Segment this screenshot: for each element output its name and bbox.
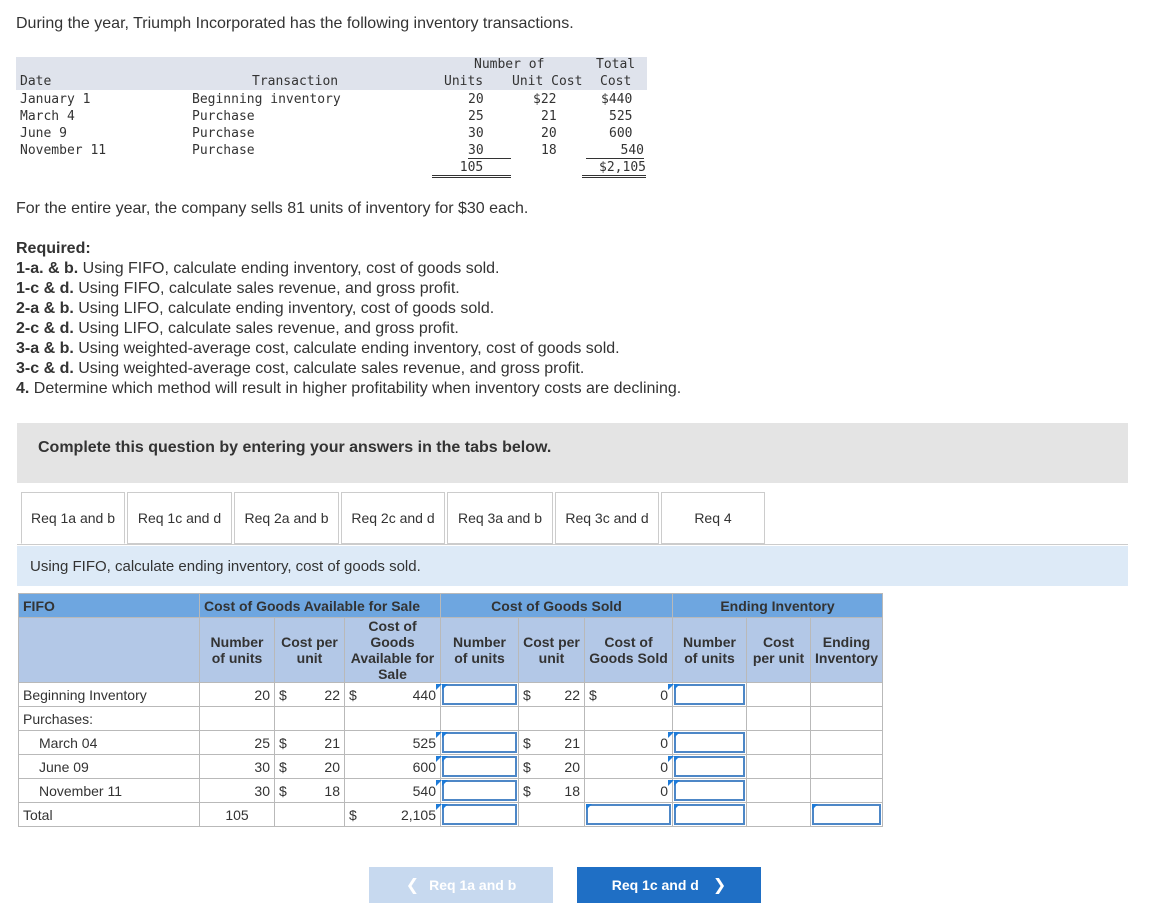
total-ei-input[interactable]: [811, 803, 883, 827]
empty-cell: [200, 707, 275, 731]
cogs-units-input[interactable]: [441, 779, 519, 803]
tab-req-2c-d[interactable]: Req 2c and d: [341, 492, 445, 544]
cogas-value: [367, 731, 441, 755]
tx-total-units-value: 105: [432, 160, 511, 178]
subheader-cogs-cost: Cost per unit: [519, 618, 585, 683]
units: 20: [200, 683, 275, 707]
empty-cell: [441, 707, 519, 731]
row-label: Purchases:: [19, 707, 200, 731]
banner-text: Complete this question by entering your answers in the tabs below.: [38, 439, 552, 456]
required-label: 3-c & d.: [16, 360, 74, 377]
next-button[interactable]: [577, 867, 761, 903]
required-text: Using FIFO, calculate sales revenue, and gross profit.: [73, 280, 460, 297]
currency: $: [275, 683, 293, 707]
units: 30: [200, 779, 275, 803]
empty-cell: [293, 803, 345, 827]
tx-type: Beginning inventory: [192, 92, 341, 107]
row-label: November 11: [19, 779, 200, 803]
cogas-value: [367, 683, 441, 707]
cogs-units-field[interactable]: [442, 732, 517, 753]
total-header-bottom: Cost: [600, 74, 632, 89]
chevron-left-icon: ❮: [405, 877, 420, 894]
empty-cell: [747, 707, 811, 731]
currency: $: [275, 779, 293, 803]
total-ei-field[interactable]: [812, 804, 881, 825]
cogas-value-text: 525: [412, 734, 436, 751]
cost-per-unit: 21: [293, 731, 345, 755]
units: 25: [200, 731, 275, 755]
unit-cost-header: Unit Cost: [512, 74, 583, 89]
tx-units: 30: [468, 143, 511, 159]
ei-units-field[interactable]: [674, 756, 745, 777]
header-cogas: Cost of Goods Available for Sale: [200, 594, 441, 618]
required-text: Using weighted-average cost, calculate sales revenue, and gross profit.: [73, 360, 585, 377]
ei-units-input[interactable]: [673, 731, 747, 755]
empty-cell: [345, 779, 367, 803]
cogas-value-text: 440: [412, 686, 436, 703]
empty-cell: [537, 803, 585, 827]
tab-instruction: [17, 546, 1128, 586]
required-item: [16, 380, 681, 398]
ei-total: [811, 755, 883, 779]
ei-units-input[interactable]: [673, 779, 747, 803]
currency: $: [275, 731, 293, 755]
transactions-table: [16, 57, 647, 182]
cogs-value: [607, 755, 673, 779]
cogas-value-text: 540: [412, 782, 436, 799]
tx-date: June 9: [20, 126, 67, 141]
empty-cell: [585, 779, 607, 803]
required-label: 1-a. & b.: [16, 260, 79, 277]
cogs-units-input[interactable]: [441, 755, 519, 779]
cogas-value: [367, 779, 441, 803]
cogs-units-field[interactable]: [442, 684, 517, 705]
empty-cell: [519, 803, 537, 827]
total-ei-units-field[interactable]: [674, 804, 745, 825]
header-cogs: Cost of Goods Sold: [441, 594, 673, 618]
total-units: 105: [200, 803, 275, 827]
tx-unit-cost: $22: [533, 92, 557, 107]
row-label: March 04: [19, 731, 200, 755]
required-text: Determine which method will result in higher profitability when inventory costs are declining.: [29, 380, 682, 397]
required-text: Using weighted-average cost, calculate ending inventory, cost of goods sold.: [73, 340, 620, 357]
subheader-ei-total: Ending Inventory: [811, 618, 883, 683]
total-cogs-input[interactable]: [585, 803, 673, 827]
empty-cell: [275, 707, 293, 731]
sales-statement: For the entire year, the company sells 81 units of inventory for $30 each.: [16, 200, 529, 217]
required-item: [16, 360, 584, 378]
tx-date: November 11: [20, 143, 107, 158]
required-item: [16, 300, 494, 318]
cogs-value: [607, 779, 673, 803]
units-header-bottom: Units: [444, 74, 484, 89]
ei-cost: [747, 779, 811, 803]
tx-date: January 1: [20, 92, 91, 107]
ei-cost: [747, 683, 811, 707]
cogs-cost-per-unit: 21: [537, 731, 585, 755]
currency: $: [519, 683, 537, 707]
tx-unit-cost: 18: [541, 143, 557, 158]
empty-cell: [345, 755, 367, 779]
ei-cost: [747, 755, 811, 779]
total-cogas: [367, 803, 441, 827]
row-label: June 09: [19, 755, 200, 779]
currency: $: [519, 779, 537, 803]
cogs-value: [607, 731, 673, 755]
tx-total-cost-value: $2,105: [582, 160, 646, 178]
table-row: [19, 731, 883, 755]
tab-req-3a-b[interactable]: Req 3a and b: [447, 492, 553, 544]
total-cogs-field[interactable]: [586, 804, 671, 825]
cogs-value-text: 0: [660, 686, 668, 703]
intro-text: During the year, Triumph Incorporated has the following inventory transactions.: [16, 15, 574, 32]
total-cogs-units-field[interactable]: [442, 804, 517, 825]
total-cogs-units-input[interactable]: [441, 803, 519, 827]
required-item: [16, 340, 620, 358]
required-item: [16, 320, 459, 338]
required-text: Using LIFO, calculate sales revenue, and gross profit.: [73, 320, 459, 337]
required-label: 1-c & d.: [16, 280, 74, 297]
tx-total-cost: [582, 160, 646, 178]
required-text: Using LIFO, calculate ending inventory, cost of goods sold.: [73, 300, 495, 317]
date-header: Date: [20, 74, 52, 89]
cogs-cost-per-unit: 20: [537, 755, 585, 779]
cogs-cost-per-unit: 22: [537, 683, 585, 707]
currency: $: [519, 755, 537, 779]
ei-units-field[interactable]: [674, 732, 745, 753]
ei-total: [811, 731, 883, 755]
table-row: [19, 707, 883, 731]
table-row-total: [19, 803, 883, 827]
subheader-blank: [19, 618, 200, 683]
cogs-units-field[interactable]: [442, 756, 517, 777]
tx-total: 540: [586, 143, 644, 159]
required-title: Required:: [16, 240, 91, 257]
tx-total: $440: [601, 92, 633, 107]
ei-units-input[interactable]: [673, 683, 747, 707]
chevron-right-icon: ❯: [712, 877, 727, 894]
units: 30: [200, 755, 275, 779]
units-header-top: Number of: [474, 57, 545, 72]
cogs-cost-per-unit: 18: [537, 779, 585, 803]
currency: $: [585, 683, 607, 707]
instruction-banner: [17, 423, 1128, 483]
ei-cost: [747, 731, 811, 755]
tab-req-4[interactable]: Req 4: [661, 492, 765, 544]
tx-unit-cost: 20: [541, 126, 557, 141]
cogs-value-text: 0: [660, 758, 668, 775]
ei-units-field[interactable]: [674, 780, 745, 801]
tab-instruction-text: Using FIFO, calculate ending inventory, cost of goods sold.: [30, 558, 421, 575]
tab-req-2a-b[interactable]: Req 2a and b: [234, 492, 339, 544]
tx-units: 30: [468, 126, 484, 141]
currency: $: [345, 803, 367, 827]
cogs-value: [607, 683, 673, 707]
row-label: Beginning Inventory: [19, 683, 200, 707]
empty-cell: [585, 731, 607, 755]
required-item: [16, 280, 460, 298]
cogas-value: [367, 755, 441, 779]
required-item: [16, 260, 499, 278]
tx-type: Purchase: [192, 109, 255, 124]
tx-date: March 4: [20, 109, 75, 124]
tx-units: 25: [468, 109, 484, 124]
cogs-units-input[interactable]: [441, 731, 519, 755]
subheader-num-units: Number of units: [200, 618, 275, 683]
fifo-table: [18, 593, 883, 827]
tab-req-1a-b[interactable]: Req 1a and b: [21, 492, 125, 544]
ei-total: [811, 779, 883, 803]
required-label: 2-c & d.: [16, 320, 74, 337]
subheader-ei-cost: Cost per unit: [747, 618, 811, 683]
empty-cell: [585, 707, 607, 731]
required-label: 2-a & b.: [16, 300, 74, 317]
cogas-value-text: 600: [412, 758, 436, 775]
tx-total: 600: [609, 126, 633, 141]
empty-cell: [275, 803, 293, 827]
ei-total: [811, 683, 883, 707]
total-cogas-text: 2,105: [400, 806, 436, 823]
required-text: Using FIFO, calculate ending inventory, cost of goods sold.: [78, 260, 500, 277]
next-button-label: Req 1c and d: [611, 877, 699, 893]
prev-button-label: Req 1a and b: [429, 877, 517, 893]
cost-per-unit: 22: [293, 683, 345, 707]
cost-per-unit: 20: [293, 755, 345, 779]
fifo-corner: FIFO: [19, 594, 200, 618]
empty-cell: [293, 707, 345, 731]
total-ei-units-input[interactable]: [673, 803, 747, 827]
empty-cell: [519, 707, 537, 731]
empty-cell: [673, 707, 747, 731]
empty-cell: [607, 707, 673, 731]
cogs-units-input[interactable]: [441, 683, 519, 707]
header-ending-inventory: Ending Inventory: [673, 594, 883, 618]
subheader-cogs-total: Cost of Goods Sold: [585, 618, 673, 683]
table-row: [19, 779, 883, 803]
empty-cell: [811, 707, 883, 731]
tab-req-3c-d[interactable]: Req 3c and d: [555, 492, 659, 544]
subheader-cost-per-unit: Cost per unit: [275, 618, 345, 683]
subheader-cogs-units: Number of units: [441, 618, 519, 683]
cogs-units-field[interactable]: [442, 780, 517, 801]
empty-cell: [367, 707, 441, 731]
cogs-value-text: 0: [660, 734, 668, 751]
ei-units-field[interactable]: [674, 684, 745, 705]
currency: $: [345, 683, 367, 707]
total-header-top: Total: [596, 57, 636, 72]
tx-unit-cost: 21: [541, 109, 557, 124]
required-label: 4.: [16, 380, 30, 397]
empty-cell: [585, 755, 607, 779]
cogs-value-text: 0: [660, 782, 668, 799]
subheader-ei-units: Number of units: [673, 618, 747, 683]
empty-cell: [747, 803, 811, 827]
empty-cell: [345, 707, 367, 731]
currency: $: [275, 755, 293, 779]
table-row: [19, 755, 883, 779]
tx-type: Purchase: [192, 126, 255, 141]
tx-total: 525: [609, 109, 633, 124]
tx-type: Purchase: [192, 143, 255, 158]
currency: $: [519, 731, 537, 755]
row-label: Total: [19, 803, 200, 827]
subheader-cogas: Cost of Goods Available for Sale: [345, 618, 441, 683]
prev-button[interactable]: [369, 867, 553, 903]
tab-req-1c-d[interactable]: Req 1c and d: [127, 492, 232, 544]
cost-per-unit: 18: [293, 779, 345, 803]
ei-units-input[interactable]: [673, 755, 747, 779]
required-label: 3-a & b.: [16, 340, 74, 357]
tx-units: 20: [468, 92, 484, 107]
empty-cell: [345, 731, 367, 755]
tx-total-units: [432, 160, 511, 178]
transaction-header: Transaction: [252, 74, 339, 89]
table-row: [19, 683, 883, 707]
tab-divider: [17, 544, 1128, 545]
empty-cell: [537, 707, 585, 731]
